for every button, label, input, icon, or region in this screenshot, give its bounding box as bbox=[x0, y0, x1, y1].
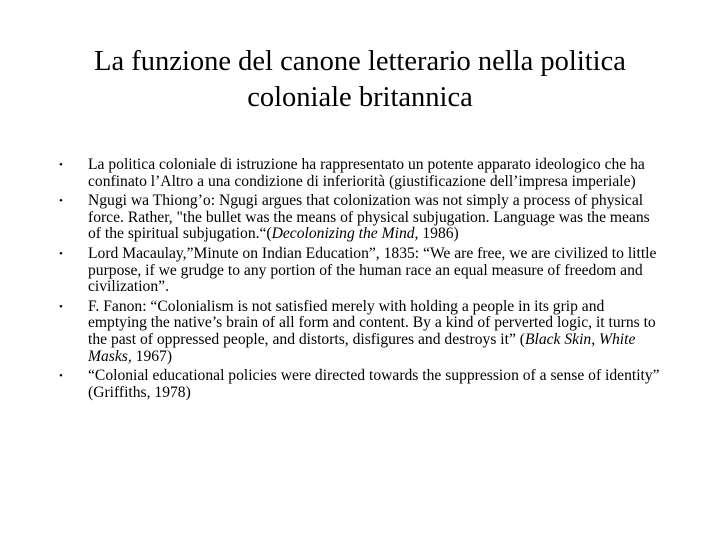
bullet-text-2-book-title: Decolonizing the Mind, bbox=[271, 225, 419, 243]
bullet-list bbox=[56, 157, 666, 401]
bullet-text-1: La politica coloniale di istruzione ha rappresentato un potente apparato ideologico che ha confinato l’Altro a una condizione di inferiorità (giustificazione dell’impresa imperiale) bbox=[88, 156, 645, 190]
bullet-text-4-main: F. Fanon: “Colonialism is not satisfied merely with holding a people in its grip and emptying the native’s brain of all form and content. By a kind of perverted logic, it turns to the past of oppressed people, and distorts, disfigures and destroys it” ( bbox=[88, 297, 656, 348]
bullet-item-3 bbox=[56, 246, 666, 296]
bullet-item-1 bbox=[56, 157, 666, 190]
slide-title bbox=[60, 44, 660, 116]
bullet-item-2 bbox=[56, 193, 666, 243]
bullet-text-2-year: 1986) bbox=[418, 225, 459, 243]
bullet-text-5: “Colonial educational policies were directed towards the suppression of a sense of identity” (Griffiths, 1978) bbox=[88, 367, 660, 401]
bullet-marker: • bbox=[59, 195, 63, 208]
bullet-text-4 bbox=[88, 299, 666, 365]
bullet-marker: • bbox=[59, 247, 63, 260]
bullet-marker: • bbox=[59, 300, 63, 313]
bullet-item-4 bbox=[56, 299, 666, 365]
bullet-marker: • bbox=[59, 370, 63, 383]
bullet-text-4-book-title: Black Skin, White Masks, bbox=[88, 330, 636, 365]
slide-title-line-1: La funzione del canone letterario nella politica bbox=[94, 46, 626, 77]
bullet-item-5 bbox=[56, 368, 666, 401]
bullet-marker: • bbox=[59, 159, 63, 171]
bullet-text-3: Lord Macaulay,”Minute on Indian Education”, 1835: “We are free, we are civilized to little purpose, if we grudge to any portion of the human race an equal measure of freedom and civilization”. bbox=[88, 244, 657, 296]
slide-title-line-2: coloniale britannica bbox=[247, 82, 473, 113]
bullet-text-2 bbox=[88, 193, 666, 243]
bullet-text-2-main: Ngugi wa Thiong’o: Ngugi argues that colonization was not simply a process of physical force. Rather, "the bullet was the means of physical subjugation. Language was the means of the spiritual subjugation.“( bbox=[88, 192, 650, 243]
bullet-text-4-year: 1967) bbox=[131, 347, 173, 365]
